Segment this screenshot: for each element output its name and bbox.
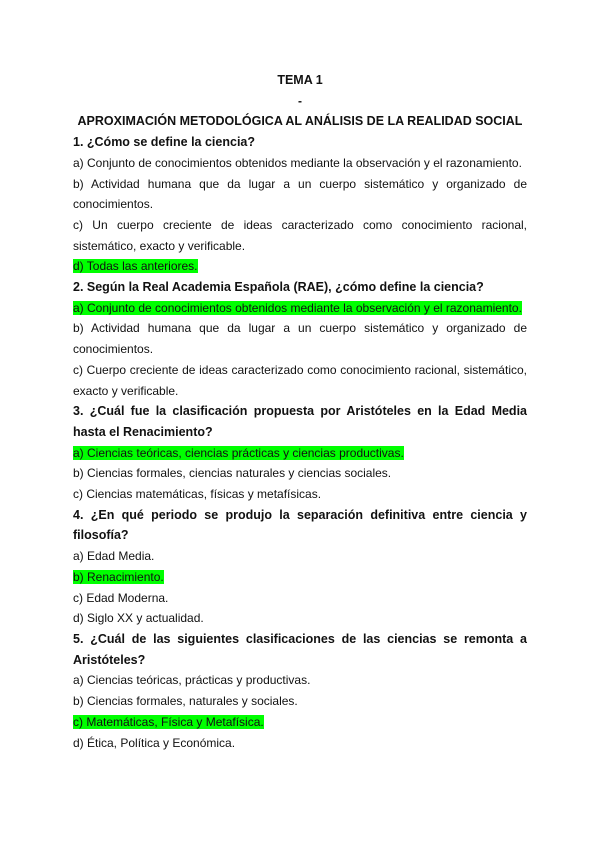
question-1: 1. ¿Cómo se define la ciencia? [73,135,256,150]
correct-answer-highlight: c) Matemáticas, Física y Metafísica. [73,714,264,729]
answer-option [73,546,527,567]
answer-option [73,712,527,733]
answer-text: d) Siglo XX y actualidad. [73,611,204,626]
answer-option [73,215,527,256]
title-separator: - [298,93,302,108]
answer-option [73,443,527,464]
question-3: 3. ¿Cuál fue la clasificación propuesta por Aristóteles en la Edad Media hasta el Renacimiento? [73,404,527,439]
answer-option [73,360,527,401]
answer-option [73,567,527,588]
correct-answer-highlight: b) Renacimiento. [73,569,164,584]
answer-text: a) Edad Media. [73,549,155,564]
document-subtitle: APROXIMACIÓN METODOLÓGICA AL ANÁLISIS DE LA REALIDAD SOCIAL [77,114,523,129]
answer-option [73,153,527,174]
question-4: 4. ¿En qué periodo se produjo la separación definitiva entre ciencia y filosofía? [73,507,527,543]
answer-text: d) Ética, Política y Económica. [73,735,236,750]
answer-text: c) Edad Moderna. [73,590,169,605]
answer-option [73,588,527,609]
answer-option [73,733,527,754]
document-page [73,70,527,753]
question-list [73,132,527,753]
answer-text: b) Actividad humana que da lugar a un cuerpo sistemático y organizado de conocimientos. [73,176,527,212]
answer-option [73,174,527,215]
answer-option [73,318,527,359]
answer-option [73,484,527,505]
answer-text: b) Ciencias formales, naturales y sociales. [73,694,298,709]
answer-option [73,608,527,629]
question-2: 2. Según la Real Academia Española (RAE), ¿cómo define la ciencia? [73,280,484,295]
answer-text: a) Conjunto de conocimientos obtenidos mediante la observación y el razonamiento. [73,155,522,170]
correct-answer-highlight: d) Todas las anteriores. [73,259,198,274]
answer-option [73,670,527,691]
correct-answer-highlight: a) Ciencias teóricas, ciencias prácticas y ciencias productivas. [73,445,404,460]
document-title: TEMA 1 [277,73,323,87]
answer-text: b) Ciencias formales, ciencias naturales y ciencias sociales. [73,466,392,481]
answer-option [73,256,527,277]
answer-text: c) Ciencias matemáticas, físicas y metafísicas. [73,487,322,502]
answer-text: b) Actividad humana que da lugar a un cuerpo sistemático y organizado de conocimientos. [73,321,527,357]
answer-option [73,691,527,712]
answer-option [73,463,527,484]
question-5: 5. ¿Cuál de las siguientes clasificaciones de las ciencias se remonta a Aristóteles? [73,631,527,667]
answer-option [73,298,527,319]
correct-answer-highlight: a) Conjunto de conocimientos obtenidos mediante la observación y el razonamiento. [73,300,522,315]
answer-text: a) Ciencias teóricas, prácticas y productivas. [73,673,311,688]
answer-text: c) Un cuerpo creciente de ideas caracterizado como conocimiento racional, sistemático, exacto y verificable. [73,217,527,253]
answer-text: c) Cuerpo creciente de ideas caracterizado como conocimiento racional, sistemático, exacto y verificable. [73,362,527,398]
